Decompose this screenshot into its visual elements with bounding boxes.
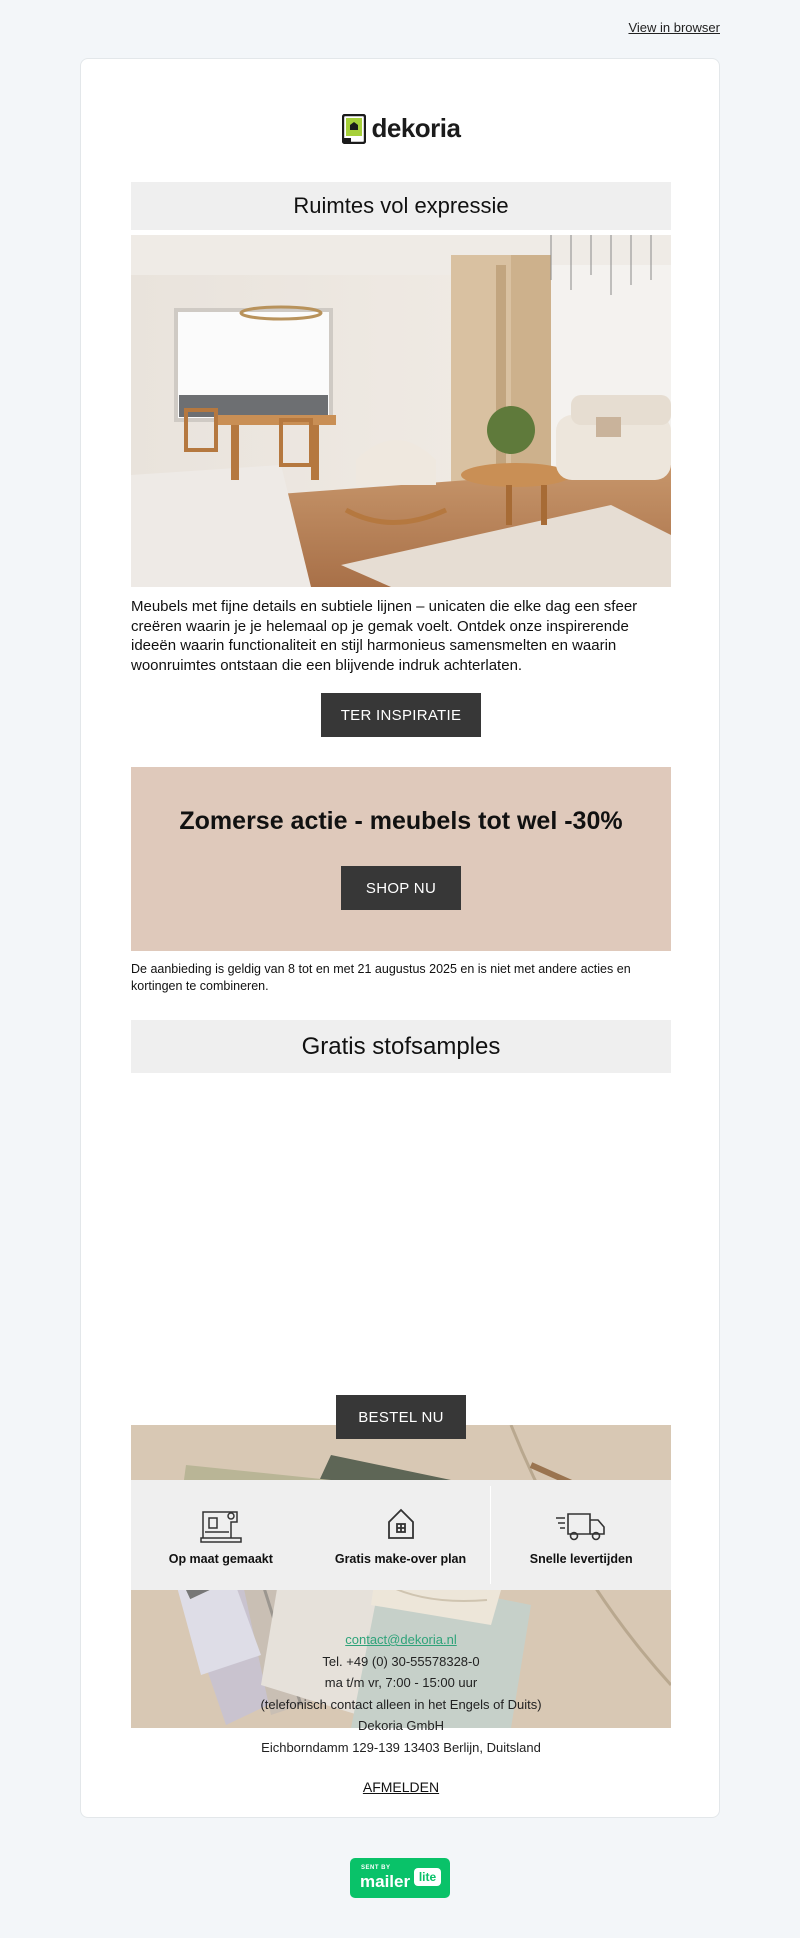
order-button-wrapper (131, 1395, 671, 1439)
section-title-samples (131, 1020, 671, 1073)
footer-contact (131, 1629, 671, 1758)
view-in-browser-link[interactable]: View in browser (628, 20, 720, 35)
feature-label: Snelle levertijden (529, 1552, 633, 1566)
promo-terms: De aanbieding is geldig van 8 tot en met 21 augustus 2025 en is niet met andere acties en kortingen te combineren. (131, 962, 631, 993)
feature-label: Op maat gemaakt (168, 1552, 273, 1566)
promo-title: Zomerse actie - meubels tot wel -30% (179, 807, 623, 835)
footer-address: Eichborndamm 129-139 13403 Berlijn, Duitsland (261, 1739, 541, 1755)
features-bar (131, 1480, 671, 1590)
dekoria-logo-icon (342, 114, 366, 144)
promo-banner (131, 767, 671, 951)
contact-email-link[interactable]: contact@dekoria.nl (345, 1632, 457, 1647)
footer-phone: Tel. +49 (0) 30-55578328-0 (322, 1653, 480, 1669)
unsubscribe-wrapper (131, 1779, 671, 1795)
brand-logo[interactable] (81, 113, 721, 144)
sewing-machine-icon (197, 1504, 245, 1544)
inspiration-button-wrapper (131, 693, 671, 737)
email-card (80, 58, 720, 1818)
feature-item-delivery (491, 1480, 671, 1590)
order-now-button[interactable]: BESTEL NU (336, 1395, 466, 1439)
footer-hours: ma t/m vr, 7:00 - 15:00 uur (324, 1675, 478, 1690)
feature-label: Gratis make-over plan (334, 1552, 467, 1566)
section-title-text: Gratis stofsamples (301, 1032, 501, 1060)
badge-sent-by: SENT BY (361, 1865, 391, 1871)
footer-company: Dekoria GmbH (358, 1718, 444, 1733)
brand-name: dekoria (371, 113, 461, 143)
badge-mailer: mailer (360, 1872, 411, 1891)
feature-item-makeover (311, 1480, 491, 1590)
living-room-illustration (131, 235, 671, 587)
badge-lite: lite (414, 1868, 441, 1886)
mailerlite-badge[interactable] (350, 1858, 450, 1898)
house-icon (381, 1504, 421, 1544)
unsubscribe-link[interactable]: AFMELDEN (362, 1779, 440, 1795)
feature-item-custom (131, 1480, 311, 1590)
inspiration-button[interactable]: TER INSPIRATIE (321, 693, 481, 737)
section-title-expressie (131, 182, 671, 230)
living-room-photo[interactable] (131, 235, 671, 587)
shop-now-button[interactable]: SHOP NU (341, 866, 461, 910)
section-description: Meubels met fijne details en subtiele lijnen – unicaten die elke dag een sfeer creëren waarin je je helemaal op je gemak voelt. Ontdek onze inspirerende ideeën waarin functionaliteit en stijl harmonieus samensmelten en waarin woonruimtes ontstaan die een blijvende indruk achterlaten. (131, 598, 638, 674)
delivery-truck-icon (554, 1504, 608, 1544)
footer-language-note: (telefonisch contact alleen in het Engels of Duits) (260, 1696, 542, 1712)
section-title-text: Ruimtes vol expressie (293, 193, 509, 218)
